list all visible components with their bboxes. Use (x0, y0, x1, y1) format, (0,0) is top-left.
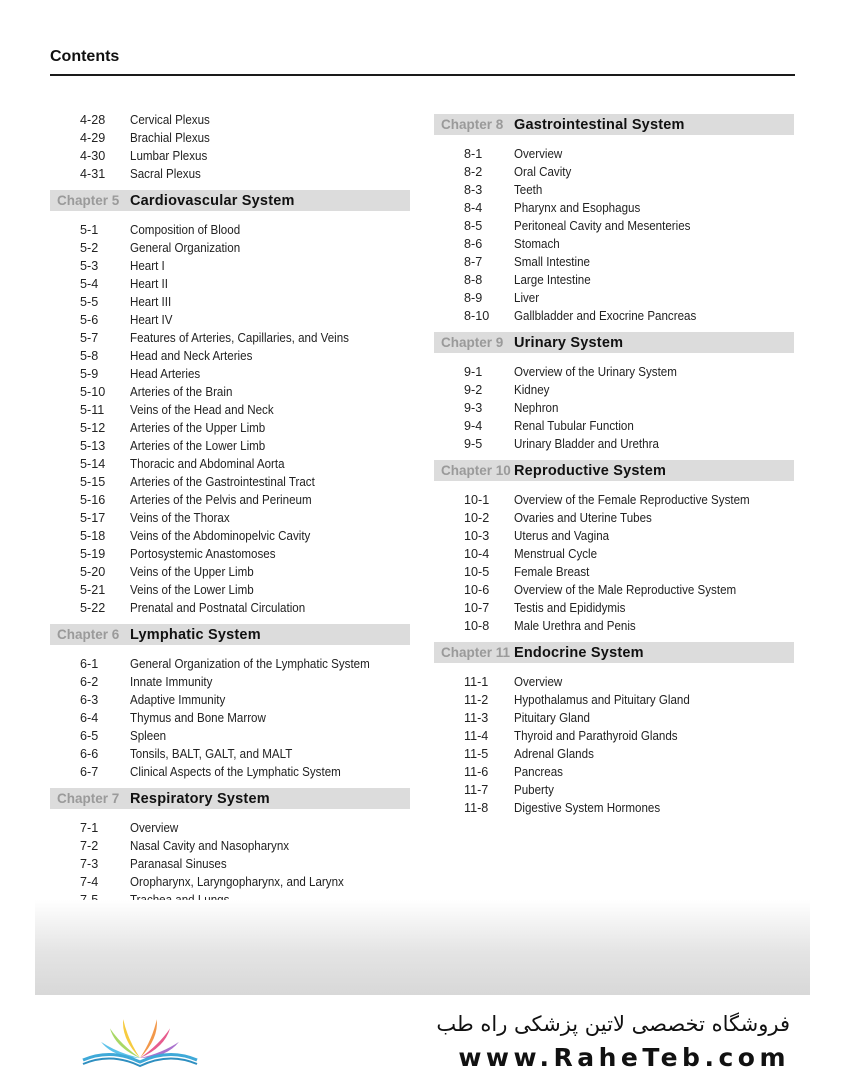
section-number: 7-4 (80, 875, 99, 889)
section-title: Female Breast (514, 565, 590, 579)
section-number: 5-18 (80, 529, 106, 543)
toc-entry (434, 509, 794, 527)
section-title: Overview of the Urinary System (514, 365, 677, 379)
title-divider (50, 74, 795, 76)
section-title: Pharynx and Esophagus (514, 201, 641, 215)
section-title: Head and Neck Arteries (130, 349, 253, 363)
section-number: 5-1 (80, 223, 99, 237)
toc-entry (434, 763, 794, 781)
toc-entry (50, 311, 410, 329)
section-title: Arteries of the Brain (130, 385, 233, 399)
section-title: Adaptive Immunity (130, 693, 226, 707)
toc-right-column (434, 114, 794, 817)
section-title: Overview of the Male Reproductive System (514, 583, 737, 597)
section-number: 4-31 (80, 167, 106, 181)
chapter-header (50, 190, 410, 211)
toc-entry (50, 673, 410, 691)
toc-entry (434, 563, 794, 581)
toc-entry (50, 455, 410, 473)
section-title: Arteries of the Upper Limb (130, 421, 266, 435)
bottom-shadow (35, 900, 810, 995)
chapter-label: Chapter 9 (441, 335, 504, 350)
section-title: Arteries of the Gastrointestinal Tract (130, 475, 315, 489)
toc-entry (50, 727, 410, 745)
chapter-label: Chapter 5 (57, 193, 120, 208)
section-title: Small Intestine (514, 255, 591, 269)
chapter-label: Chapter 6 (57, 627, 120, 642)
section-title: Thoracic and Abdominal Aorta (130, 457, 285, 471)
section-title: Peritoneal Cavity and Mesenteries (514, 219, 691, 233)
section-title: Gallbladder and Exocrine Pancreas (514, 309, 697, 323)
toc-entry (50, 745, 410, 763)
section-number: 10-3 (464, 529, 490, 543)
toc-entry (50, 819, 410, 837)
shop-url: www.RaheTeb.com (458, 1043, 790, 1072)
section-number: 8-3 (464, 183, 483, 197)
section-number: 7-3 (80, 857, 99, 871)
section-title: General Organization of the Lymphatic System (130, 657, 370, 671)
section-number: 5-10 (80, 385, 106, 399)
section-title: Arteries of the Lower Limb (130, 439, 266, 453)
chapter-title: Reproductive System (514, 462, 667, 479)
section-number: 9-3 (464, 401, 483, 415)
toc-entry (434, 435, 794, 453)
section-number: 10-8 (464, 619, 490, 633)
section-number: 8-7 (464, 255, 483, 269)
chapter-title: Endocrine System (514, 644, 644, 661)
section-title: Adrenal Glands (514, 747, 594, 761)
section-title: Veins of the Abdominopelvic Cavity (130, 529, 311, 543)
toc-entry (434, 709, 794, 727)
section-number: 8-1 (464, 147, 483, 161)
toc-entry (50, 111, 410, 129)
toc-entry (50, 691, 410, 709)
section-number: 8-2 (464, 165, 483, 179)
section-number: 6-6 (80, 747, 99, 761)
toc-entry (434, 545, 794, 563)
toc-entry (434, 781, 794, 799)
chapter-title: Gastrointestinal System (514, 116, 685, 133)
section-number: 5-9 (80, 367, 99, 381)
chapter-header (50, 624, 410, 645)
section-title: Heart I (130, 259, 165, 273)
section-number: 10-4 (464, 547, 490, 561)
toc-entry (50, 129, 410, 147)
toc-entry (50, 365, 410, 383)
toc-entry (434, 145, 794, 163)
section-number: 11-2 (464, 693, 489, 707)
toc-entry (50, 239, 410, 257)
section-title: Overview (130, 821, 179, 835)
toc-entry (434, 307, 794, 325)
section-title: Thyroid and Parathyroid Glands (514, 729, 678, 743)
section-number: 10-2 (464, 511, 490, 525)
section-number: 5-15 (80, 475, 106, 489)
section-title: General Organization (130, 241, 241, 255)
section-title: Overview (514, 147, 563, 161)
toc-entry (50, 147, 410, 165)
toc-entry (50, 709, 410, 727)
section-title: Thymus and Bone Marrow (130, 711, 266, 725)
section-title: Puberty (514, 783, 554, 797)
section-title: Clinical Aspects of the Lymphatic System (130, 765, 341, 779)
toc-entry (434, 199, 794, 217)
section-number: 9-5 (464, 437, 483, 451)
section-number: 9-4 (464, 419, 483, 433)
section-number: 5-20 (80, 565, 106, 579)
section-number: 11-4 (464, 729, 489, 743)
toc-entry (50, 491, 410, 509)
section-title: Nephron (514, 401, 559, 415)
section-number: 10-5 (464, 565, 490, 579)
section-title: Nasal Cavity and Nasopharynx (130, 839, 290, 853)
chapter-label: Chapter 7 (57, 791, 120, 806)
shop-name: فروشگاه تخصصی لاتین پزشکی راه طب (436, 1012, 790, 1036)
chapter-header (434, 642, 794, 663)
section-title: Lumbar Plexus (130, 149, 208, 163)
toc-entry (50, 855, 410, 873)
chapter-label: Chapter 11 (441, 645, 511, 660)
section-title: Veins of the Thorax (130, 511, 230, 525)
section-title: Menstrual Cycle (514, 547, 598, 561)
section-number: 5-11 (80, 403, 105, 417)
toc-entry (50, 599, 410, 617)
toc-left-column (50, 111, 410, 927)
section-title: Large Intestine (514, 273, 591, 287)
section-number: 8-4 (464, 201, 483, 215)
open-book-icon (75, 1008, 205, 1073)
section-title: Features of Arteries, Capillaries, and Veins (130, 331, 349, 345)
section-number: 11-7 (464, 783, 489, 797)
section-title: Oropharynx, Laryngopharynx, and Larynx (130, 875, 344, 889)
toc-entry (434, 271, 794, 289)
section-number: 11-1 (464, 675, 489, 689)
chapter-title: Urinary System (514, 334, 624, 351)
toc-entry (50, 581, 410, 599)
section-number: 6-2 (80, 675, 99, 689)
section-number: 5-13 (80, 439, 106, 453)
section-number: 5-12 (80, 421, 106, 435)
section-title: Arteries of the Pelvis and Perineum (130, 493, 312, 507)
section-title: Tonsils, BALT, GALT, and MALT (130, 747, 293, 761)
section-title: Veins of the Head and Neck (130, 403, 274, 417)
toc-entry (50, 509, 410, 527)
chapter-title: Respiratory System (130, 790, 270, 807)
section-title: Pituitary Gland (514, 711, 591, 725)
section-title: Innate Immunity (130, 675, 213, 689)
toc-entry (434, 163, 794, 181)
toc-entry (50, 473, 410, 491)
toc-entry (434, 417, 794, 435)
section-number: 8-10 (464, 309, 490, 323)
toc-entry (434, 235, 794, 253)
section-number: 11-6 (464, 765, 489, 779)
section-title: Stomach (514, 237, 560, 251)
toc-entry (434, 381, 794, 399)
toc-entry (50, 221, 410, 239)
section-number: 4-28 (80, 113, 106, 127)
toc-entry (434, 399, 794, 417)
toc-entry (50, 655, 410, 673)
toc-entry (50, 275, 410, 293)
toc-entry (50, 563, 410, 581)
section-number: 10-1 (464, 493, 490, 507)
section-title: Heart IV (130, 313, 173, 327)
section-number: 5-16 (80, 493, 106, 507)
toc-entry (50, 437, 410, 455)
section-title: Kidney (514, 383, 550, 397)
section-number: 5-7 (80, 331, 99, 345)
section-number: 4-29 (80, 131, 106, 145)
toc-entry (434, 673, 794, 691)
toc-entry (50, 165, 410, 183)
toc-entry (434, 691, 794, 709)
toc-entry (50, 347, 410, 365)
section-number: 5-3 (80, 259, 99, 273)
section-title: Oral Cavity (514, 165, 572, 179)
toc-entry (50, 545, 410, 563)
section-number: 4-30 (80, 149, 106, 163)
toc-entry (50, 257, 410, 275)
section-number: 8-9 (464, 291, 483, 305)
toc-entry (434, 799, 794, 817)
section-title: Prenatal and Postnatal Circulation (130, 601, 306, 615)
section-number: 11-3 (464, 711, 489, 725)
section-title: Brachial Plexus (130, 131, 210, 145)
section-title: Testis and Epididymis (514, 601, 626, 615)
section-number: 5-6 (80, 313, 99, 327)
chapter-header (434, 332, 794, 353)
chapter-header (434, 460, 794, 481)
section-number: 8-8 (464, 273, 483, 287)
chapter-header (434, 114, 794, 135)
section-number: 6-1 (80, 657, 99, 671)
toc-entry (434, 253, 794, 271)
section-number: 5-22 (80, 601, 106, 615)
toc-entry (434, 181, 794, 199)
section-number: 10-7 (464, 601, 490, 615)
section-title: Paranasal Sinuses (130, 857, 227, 871)
section-number: 11-5 (464, 747, 489, 761)
toc-entry (434, 745, 794, 763)
section-title: Portosystemic Anastomoses (130, 547, 276, 561)
section-title: Head Arteries (130, 367, 201, 381)
toc-entry (50, 419, 410, 437)
toc-entry (50, 401, 410, 419)
section-title: Urinary Bladder and Urethra (514, 437, 659, 451)
section-title: Heart II (130, 277, 168, 291)
section-number: 8-6 (464, 237, 483, 251)
section-number: 5-8 (80, 349, 99, 363)
chapter-header (50, 788, 410, 809)
section-title: Overview of the Female Reproductive System (514, 493, 750, 507)
section-number: 5-5 (80, 295, 99, 309)
section-title: Male Urethra and Penis (514, 619, 636, 633)
section-number: 10-6 (464, 583, 490, 597)
chapter-title: Lymphatic System (130, 626, 261, 643)
section-number: 9-2 (464, 383, 483, 397)
toc-entry (50, 873, 410, 891)
section-number: 9-1 (464, 365, 483, 379)
section-number: 5-19 (80, 547, 106, 561)
toc-entry (434, 363, 794, 381)
chapter-label: Chapter 10 (441, 463, 511, 478)
page-title: Contents (50, 48, 120, 65)
toc-entry (434, 491, 794, 509)
section-title: Digestive System Hormones (514, 801, 661, 815)
toc-entry (50, 763, 410, 781)
section-title: Veins of the Upper Limb (130, 565, 254, 579)
section-title: Uterus and Vagina (514, 529, 610, 543)
section-number: 5-4 (80, 277, 99, 291)
section-title: Ovaries and Uterine Tubes (514, 511, 652, 525)
section-title: Heart III (130, 295, 172, 309)
section-title: Liver (514, 291, 540, 305)
toc-entry (50, 383, 410, 401)
section-title: Sacral Plexus (130, 167, 201, 181)
chapter-label: Chapter 8 (441, 117, 504, 132)
section-number: 8-5 (464, 219, 483, 233)
section-number: 5-17 (80, 511, 106, 525)
section-title: Teeth (514, 183, 543, 197)
section-title: Composition of Blood (130, 223, 241, 237)
section-number: 5-14 (80, 457, 106, 471)
toc-entry (434, 217, 794, 235)
toc-entry (434, 599, 794, 617)
section-number: 6-7 (80, 765, 99, 779)
section-number: 6-4 (80, 711, 99, 725)
section-title: Overview (514, 675, 563, 689)
section-number: 5-21 (80, 583, 106, 597)
toc-entry (50, 293, 410, 311)
toc-entry (434, 289, 794, 307)
toc-entry (434, 527, 794, 545)
toc-entry (50, 329, 410, 347)
section-title: Cervical Plexus (130, 113, 210, 127)
chapter-title: Cardiovascular System (130, 192, 295, 209)
section-number: 7-1 (80, 821, 99, 835)
toc-entry (434, 727, 794, 745)
section-number: 6-3 (80, 693, 99, 707)
section-number: 11-8 (464, 801, 489, 815)
toc-entry (50, 837, 410, 855)
toc-entry (434, 581, 794, 599)
section-title: Veins of the Lower Limb (130, 583, 254, 597)
section-title: Spleen (130, 729, 167, 743)
section-number: 7-2 (80, 839, 99, 853)
toc-entry (434, 617, 794, 635)
section-number: 6-5 (80, 729, 99, 743)
toc-entry (50, 527, 410, 545)
section-title: Pancreas (514, 765, 563, 779)
section-title: Hypothalamus and Pituitary Gland (514, 693, 690, 707)
section-number: 5-2 (80, 241, 99, 255)
section-title: Renal Tubular Function (514, 419, 634, 433)
